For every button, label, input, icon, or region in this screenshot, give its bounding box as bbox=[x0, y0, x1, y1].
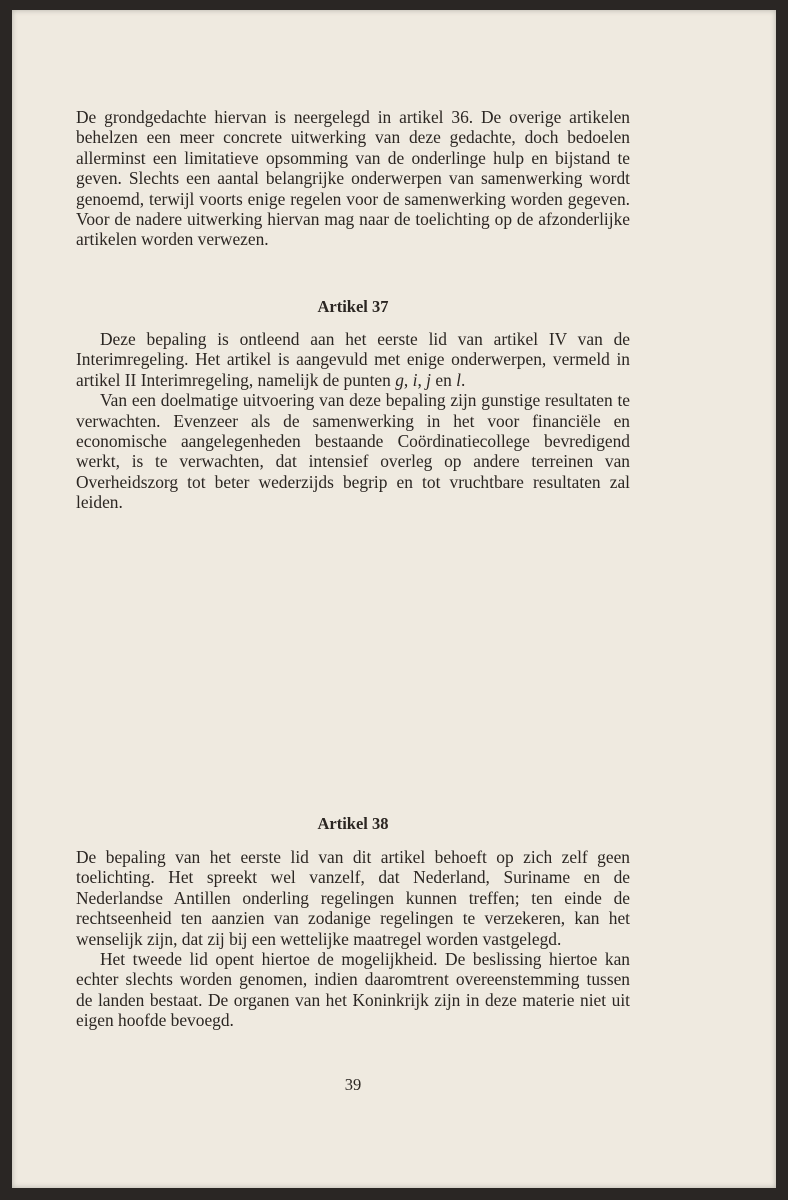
intro-paragraph: De grondgedachte hiervan is neergelegd in artikel 36. De overige artikelen behelzen een meer concrete uitwerking van deze gedachte, doch bedoelen allerminst een limitatieve opsomming van de onderlinge hulp en bijstand te geven. Slechts een aantal belangrijke onderwerpen van samenwerking wordt genoemd, terwijl voorts enige regelen voor de samenwerking worden gegeven. Voor de nadere uitwerking hiervan mag naar de toelichting op de afzonderlijke artikelen worden verwezen. bbox=[76, 107, 630, 250]
article-37-heading: Artikel 37 bbox=[317, 297, 389, 316]
letter-j: j bbox=[426, 369, 432, 390]
article-37-paragraph-1-text: Deze bepaling is ontleend aan het eerste lid van artikel IV van de Interimregeling. Het artikel is aangevuld met enige onderwerpen, vermeld in artikel II Interimregeling, namelijk de punten bbox=[76, 329, 630, 390]
article-37-paragraph-2: Van een doelmatige uitvoering van deze bepaling zijn gunstige resultaten te verwachten. Evenzeer als de samenwerking in het voor financiële en economische aangelegenheden bestaande Coördinatiecollege bevredigend werkt, is te verwachten, dat intensief overleg op andere terreinen van Overheidszorg tot beter wederzijds begrip en tot vruchtbare resultaten zal leiden. bbox=[76, 390, 630, 513]
page-number: 39 bbox=[344, 1075, 362, 1094]
letter-g: g bbox=[395, 369, 404, 390]
document-page bbox=[12, 10, 776, 1188]
page-text bbox=[76, 107, 630, 1094]
article-38-paragraph-1: De bepaling van het eerste lid van dit artikel behoeft op zich zelf geen toelichting. Het spreekt wel vanzelf, dat Nederland, Suriname en de Nederlandse Antillen onderling regelingen kunnen treffen; ten einde de rechtseenheid ten aanzien van zodanige regelingen te verzekeren, kan het wenselijk zijn, dat zij bij een wettelijke maatregel worden vastgelegd. bbox=[76, 847, 630, 949]
letter-i: i bbox=[412, 369, 418, 390]
article-38-paragraph-2: Het tweede lid opent hiertoe de mogelijkheid. De beslissing hiertoe kan echter slechts worden genomen, indien daaromtrent overeenstemming tussen de landen bestaat. De organen van het Koninkrijk zijn in deze materie niet uit eigen hoofde bevoegd. bbox=[76, 949, 630, 1031]
letter-l: l bbox=[456, 369, 461, 390]
article-37-body bbox=[76, 329, 630, 513]
article-38-heading: Artikel 38 bbox=[317, 814, 389, 833]
article-37-paragraph-1: Deze bepaling is ontleend aan het eerste lid van artikel IV van de Interimregeling. Het artikel is aangevuld met enige onderwerpen, vermeld in artikel II Interimregeling, namelijk de punten g, i, j en l. bbox=[76, 329, 630, 390]
article-38-body bbox=[76, 847, 630, 1031]
